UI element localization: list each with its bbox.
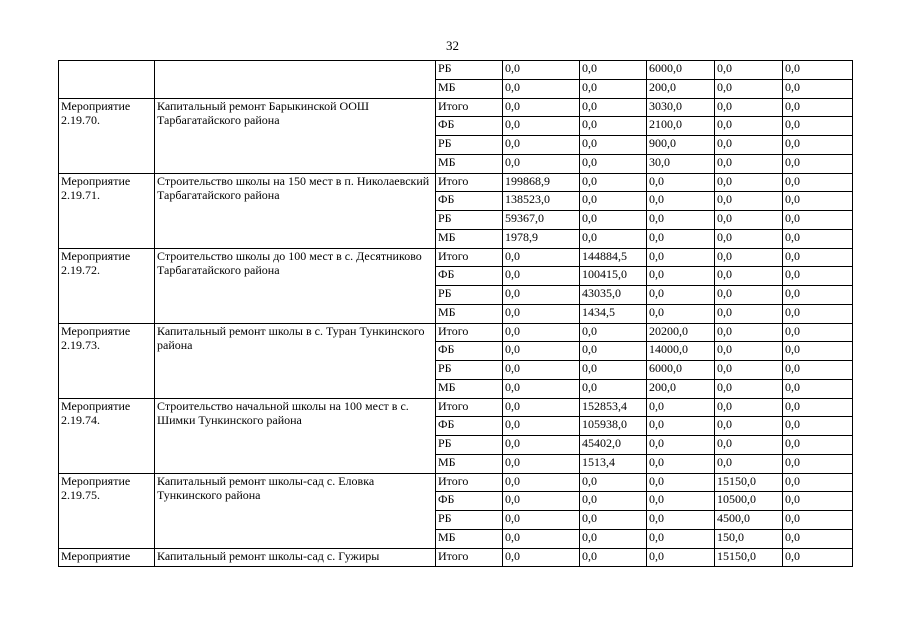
amount-cell: 0,0: [580, 98, 647, 117]
amount-cell: 0,0: [783, 398, 853, 417]
amount-cell: 0,0: [715, 454, 783, 473]
measure-label-cell: Мероприятие 2.19.75.: [59, 473, 155, 548]
amount-cell: 0,0: [503, 248, 580, 267]
measure-name-cell: Капитальный ремонт школы-сад с. Еловка Тункинского района: [155, 473, 436, 548]
amount-cell: 15150,0: [715, 473, 783, 492]
funding-source-cell: РБ: [436, 61, 503, 80]
funding-source-cell: ФБ: [436, 117, 503, 136]
budget-table-body: [59, 61, 853, 567]
amount-cell: 0,0: [503, 436, 580, 455]
funding-source-cell: Итого: [436, 248, 503, 267]
amount-cell: 0,0: [783, 342, 853, 361]
amount-cell: 0,0: [503, 342, 580, 361]
amount-cell: 0,0: [715, 398, 783, 417]
measure-label-cell: Мероприятие 2.19.74.: [59, 398, 155, 473]
amount-cell: 0,0: [647, 173, 715, 192]
amount-cell: 0,0: [503, 454, 580, 473]
amount-cell: 138523,0: [503, 192, 580, 211]
amount-cell: 0,0: [580, 511, 647, 530]
measure-name-cell: Строительство начальной школы на 100 мест в с. Шимки Тункинского района: [155, 398, 436, 473]
amount-cell: 0,0: [783, 154, 853, 173]
amount-cell: 0,0: [503, 398, 580, 417]
measure-label-cell: Мероприятие 2.19.71.: [59, 173, 155, 248]
amount-cell: 0,0: [580, 492, 647, 511]
amount-cell: 0,0: [647, 248, 715, 267]
funding-source-cell: РБ: [436, 361, 503, 380]
measure-name-cell: [155, 61, 436, 99]
amount-cell: 150,0: [715, 529, 783, 548]
amount-cell: 0,0: [783, 417, 853, 436]
table-row: [59, 398, 853, 417]
amount-cell: 0,0: [783, 529, 853, 548]
amount-cell: 0,0: [783, 136, 853, 155]
amount-cell: 0,0: [580, 342, 647, 361]
amount-cell: 6000,0: [647, 361, 715, 380]
table-row: [59, 173, 853, 192]
amount-cell: 0,0: [783, 511, 853, 530]
amount-cell: 0,0: [580, 192, 647, 211]
amount-cell: 0,0: [715, 117, 783, 136]
amount-cell: 0,0: [715, 361, 783, 380]
amount-cell: 0,0: [503, 267, 580, 286]
amount-cell: 0,0: [503, 98, 580, 117]
amount-cell: 0,0: [580, 61, 647, 80]
table-row: [59, 61, 853, 80]
amount-cell: 0,0: [715, 98, 783, 117]
amount-cell: 0,0: [715, 436, 783, 455]
amount-cell: 0,0: [503, 61, 580, 80]
amount-cell: 0,0: [783, 304, 853, 323]
amount-cell: 0,0: [783, 473, 853, 492]
amount-cell: 0,0: [715, 323, 783, 342]
amount-cell: 0,0: [647, 473, 715, 492]
amount-cell: 0,0: [647, 492, 715, 511]
amount-cell: 0,0: [580, 117, 647, 136]
amount-cell: 0,0: [715, 342, 783, 361]
amount-cell: 0,0: [715, 417, 783, 436]
funding-source-cell: МБ: [436, 154, 503, 173]
amount-cell: 0,0: [503, 136, 580, 155]
amount-cell: 3030,0: [647, 98, 715, 117]
amount-cell: 0,0: [503, 511, 580, 530]
table-row: [59, 548, 853, 567]
amount-cell: 0,0: [715, 286, 783, 305]
amount-cell: 0,0: [783, 454, 853, 473]
amount-cell: 0,0: [580, 529, 647, 548]
measure-label-cell: Мероприятие: [59, 548, 155, 567]
amount-cell: 0,0: [503, 417, 580, 436]
funding-source-cell: РБ: [436, 211, 503, 230]
amount-cell: 0,0: [580, 136, 647, 155]
funding-source-cell: МБ: [436, 529, 503, 548]
funding-source-cell: Итого: [436, 548, 503, 567]
measure-label-cell: [59, 61, 155, 99]
funding-source-cell: РБ: [436, 511, 503, 530]
amount-cell: 0,0: [783, 267, 853, 286]
amount-cell: 0,0: [783, 248, 853, 267]
measure-name-cell: Капитальный ремонт школы-сад с. Гужиры: [155, 548, 436, 567]
amount-cell: 0,0: [783, 98, 853, 117]
funding-source-cell: РБ: [436, 286, 503, 305]
budget-table: [58, 60, 853, 567]
measure-name-cell: Капитальный ремонт школы в с. Туран Тункинского района: [155, 323, 436, 398]
amount-cell: 0,0: [580, 323, 647, 342]
funding-source-cell: ФБ: [436, 342, 503, 361]
amount-cell: 144884,5: [580, 248, 647, 267]
amount-cell: 199868,9: [503, 173, 580, 192]
amount-cell: 0,0: [647, 398, 715, 417]
amount-cell: 4500,0: [715, 511, 783, 530]
amount-cell: 0,0: [783, 361, 853, 380]
amount-cell: 10500,0: [715, 492, 783, 511]
amount-cell: 0,0: [503, 473, 580, 492]
amount-cell: 152853,4: [580, 398, 647, 417]
amount-cell: 0,0: [647, 511, 715, 530]
amount-cell: 0,0: [783, 229, 853, 248]
amount-cell: 0,0: [503, 304, 580, 323]
amount-cell: 0,0: [783, 492, 853, 511]
amount-cell: 0,0: [647, 548, 715, 567]
amount-cell: 0,0: [783, 436, 853, 455]
page-number: 32: [446, 38, 459, 53]
amount-cell: 0,0: [783, 286, 853, 305]
measure-name-cell: Строительство школы до 100 мест в с. Десятниково Тарбагатайского района: [155, 248, 436, 323]
amount-cell: 100415,0: [580, 267, 647, 286]
amount-cell: 0,0: [580, 154, 647, 173]
funding-source-cell: ФБ: [436, 417, 503, 436]
amount-cell: 0,0: [647, 304, 715, 323]
amount-cell: 0,0: [580, 379, 647, 398]
amount-cell: 0,0: [647, 286, 715, 305]
amount-cell: 0,0: [503, 548, 580, 567]
measure-name-cell: Капитальный ремонт Барыкинской ООШ Тарбагатайского района: [155, 98, 436, 173]
amount-cell: 15150,0: [715, 548, 783, 567]
amount-cell: 0,0: [503, 379, 580, 398]
amount-cell: 0,0: [783, 211, 853, 230]
funding-source-cell: Итого: [436, 323, 503, 342]
amount-cell: 0,0: [503, 492, 580, 511]
amount-cell: 0,0: [783, 61, 853, 80]
amount-cell: 0,0: [715, 79, 783, 98]
measure-label-cell: Мероприятие 2.19.72.: [59, 248, 155, 323]
funding-source-cell: Итого: [436, 173, 503, 192]
measure-label-cell: Мероприятие 2.19.70.: [59, 98, 155, 173]
amount-cell: 0,0: [647, 267, 715, 286]
funding-source-cell: МБ: [436, 454, 503, 473]
funding-source-cell: ФБ: [436, 267, 503, 286]
funding-source-cell: РБ: [436, 436, 503, 455]
funding-source-cell: Итого: [436, 98, 503, 117]
amount-cell: 0,0: [715, 173, 783, 192]
amount-cell: 0,0: [503, 154, 580, 173]
amount-cell: 0,0: [580, 229, 647, 248]
funding-source-cell: Итого: [436, 398, 503, 417]
table-row: [59, 248, 853, 267]
amount-cell: 0,0: [715, 267, 783, 286]
amount-cell: 6000,0: [647, 61, 715, 80]
amount-cell: 0,0: [647, 529, 715, 548]
amount-cell: 45402,0: [580, 436, 647, 455]
amount-cell: 43035,0: [580, 286, 647, 305]
amount-cell: 0,0: [715, 304, 783, 323]
amount-cell: 0,0: [783, 323, 853, 342]
amount-cell: 0,0: [715, 136, 783, 155]
amount-cell: 0,0: [783, 379, 853, 398]
amount-cell: 0,0: [647, 417, 715, 436]
funding-source-cell: Итого: [436, 473, 503, 492]
amount-cell: 0,0: [503, 286, 580, 305]
amount-cell: 1513,4: [580, 454, 647, 473]
amount-cell: 0,0: [647, 436, 715, 455]
table-row: [59, 98, 853, 117]
amount-cell: 0,0: [580, 79, 647, 98]
amount-cell: 105938,0: [580, 417, 647, 436]
table-row: [59, 323, 853, 342]
funding-source-cell: ФБ: [436, 492, 503, 511]
amount-cell: 0,0: [503, 117, 580, 136]
amount-cell: 0,0: [647, 211, 715, 230]
amount-cell: 0,0: [580, 361, 647, 380]
amount-cell: 0,0: [715, 154, 783, 173]
amount-cell: 0,0: [580, 473, 647, 492]
table-row: [59, 473, 853, 492]
amount-cell: 0,0: [715, 229, 783, 248]
funding-source-cell: МБ: [436, 379, 503, 398]
amount-cell: 0,0: [783, 79, 853, 98]
amount-cell: 0,0: [783, 173, 853, 192]
amount-cell: 200,0: [647, 379, 715, 398]
amount-cell: 0,0: [503, 79, 580, 98]
amount-cell: 30,0: [647, 154, 715, 173]
measure-label-cell: Мероприятие 2.19.73.: [59, 323, 155, 398]
amount-cell: 0,0: [715, 192, 783, 211]
amount-cell: 0,0: [715, 61, 783, 80]
amount-cell: 0,0: [503, 323, 580, 342]
amount-cell: 1978,9: [503, 229, 580, 248]
amount-cell: 0,0: [580, 173, 647, 192]
amount-cell: 0,0: [715, 248, 783, 267]
amount-cell: 1434,5: [580, 304, 647, 323]
amount-cell: 0,0: [503, 529, 580, 548]
amount-cell: 59367,0: [503, 211, 580, 230]
funding-source-cell: ФБ: [436, 192, 503, 211]
amount-cell: 14000,0: [647, 342, 715, 361]
amount-cell: 20200,0: [647, 323, 715, 342]
funding-source-cell: РБ: [436, 136, 503, 155]
amount-cell: 0,0: [580, 211, 647, 230]
amount-cell: 0,0: [580, 548, 647, 567]
amount-cell: 0,0: [783, 192, 853, 211]
amount-cell: 200,0: [647, 79, 715, 98]
amount-cell: 0,0: [715, 379, 783, 398]
amount-cell: 0,0: [783, 548, 853, 567]
amount-cell: 0,0: [647, 229, 715, 248]
funding-source-cell: МБ: [436, 304, 503, 323]
amount-cell: 0,0: [715, 211, 783, 230]
amount-cell: 0,0: [647, 192, 715, 211]
funding-source-cell: МБ: [436, 229, 503, 248]
amount-cell: 900,0: [647, 136, 715, 155]
amount-cell: 2100,0: [647, 117, 715, 136]
measure-name-cell: Строительство школы на 150 мест в п. Николаевский Тарбагатайского района: [155, 173, 436, 248]
amount-cell: 0,0: [647, 454, 715, 473]
amount-cell: 0,0: [503, 361, 580, 380]
amount-cell: 0,0: [783, 117, 853, 136]
funding-source-cell: МБ: [436, 79, 503, 98]
